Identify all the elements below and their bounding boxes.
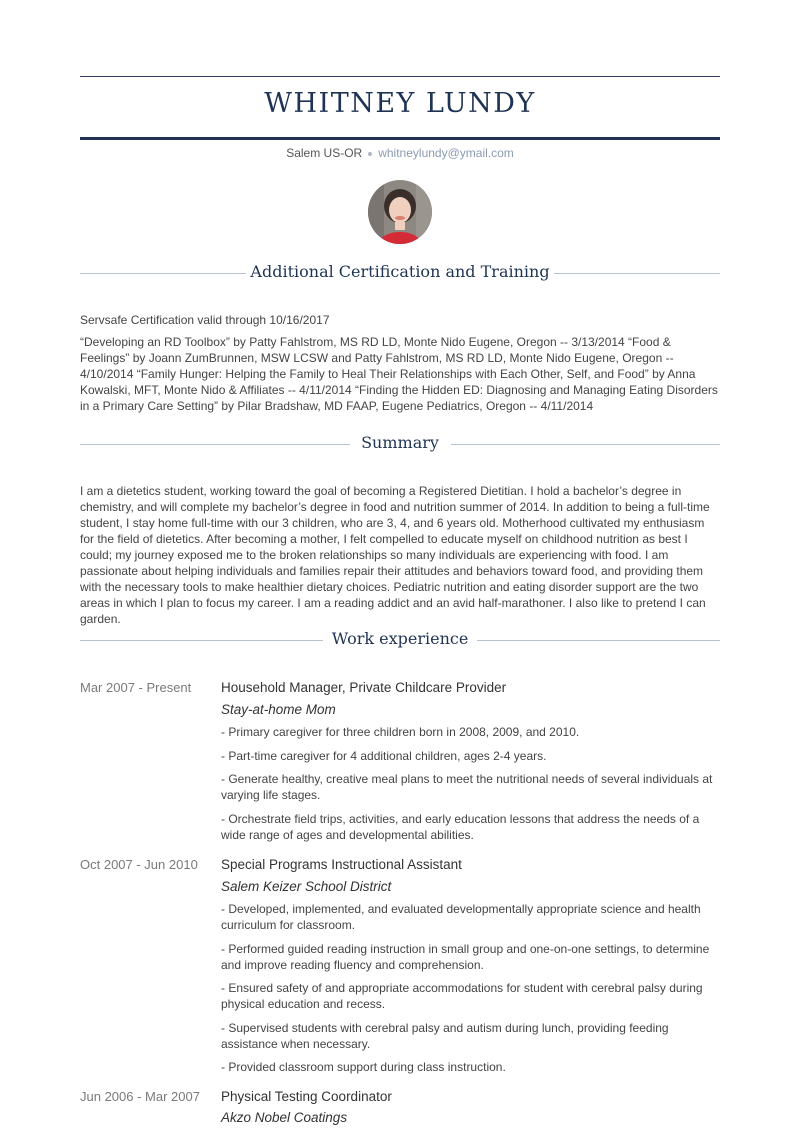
- location: Salem US-OR: [286, 146, 363, 160]
- section-header-summary: [80, 433, 720, 455]
- avatar: [368, 180, 432, 244]
- certification-paragraph: Servsafe Certification valid through 10/16/2017: [80, 313, 330, 327]
- section-rule-right: [554, 273, 720, 274]
- job-company: Stay-at-home Mom: [221, 702, 336, 717]
- contact-line: [80, 146, 720, 160]
- header-rule-top: [80, 76, 720, 77]
- email-link[interactable]: whitneylundy@ymail.com: [378, 146, 514, 160]
- job-bullet: - Orchestrate field trips, activities, and early education lessons that address the needs of a wide range of ages and developmental abilities.: [221, 812, 700, 842]
- job-bullet: - Provided classroom support during class instruction.: [221, 1060, 506, 1074]
- job-bullet: - Supervised students with cerebral palsy and autism during lunch, providing feeding assistance when necessary.: [221, 1021, 669, 1051]
- section-title-summary: Summary: [361, 433, 439, 452]
- job-bullet: - Part-time caregiver for 4 additional children, ages 2-4 years.: [221, 749, 547, 763]
- job-bullet: - Primary caregiver for three children born in 2008, 2009, and 2010.: [221, 725, 580, 739]
- job-bullet: - Generate healthy, creative meal plans to meet the nutritional needs of several individuals at varying life stages.: [221, 772, 713, 802]
- section-header-work: [80, 629, 720, 651]
- avatar-photo-icon: [368, 180, 432, 244]
- job-bullet: - Ensured safety of and appropriate accommodations for student with cerebral palsy during physical education and recess.: [221, 981, 703, 1011]
- job-title: Special Programs Instructional Assistant: [221, 857, 462, 872]
- job-bullet: - Developed, implemented, and evaluated developmentally appropriate science and health curriculum for classroom.: [221, 902, 701, 932]
- section-rule-right: [451, 444, 720, 445]
- summary-text: I am a dietetics student, working toward the goal of becoming a Registered Dietitian. I hold a bachelor’s degree in chemistry, and will complete my bachelor’s degree in food and nutrition summer of 2014. In addition to being a full-time student, I stay home full-time with our 3 children, who are 3, 4, and 6 years old. Motherhood cultivated my enthusiasm for the field of dietetics. After becoming a mother, I felt compelled to educate myself on childhood nutrition as best I could; my journey exposed me to the broken relationships so many individuals are experiencing with food. I am passionate about helping individuals and families repair their attitudes and behaviors toward food, and providing them with the necessary tools to make healthier dietary choices. Pediatric nutrition and eating disorder support are the two areas in which I plan to focus my career. I am a reading addict and an avid half-marathoner. I also like to pretend I can garden.: [80, 484, 710, 626]
- job-company: Akzo Nobel Coatings: [221, 1110, 348, 1125]
- job-title: Physical Testing Coordinator: [221, 1089, 392, 1104]
- header-rule-bottom: [80, 137, 720, 140]
- job-date: Mar 2007 - Present: [80, 680, 192, 695]
- job-company: Salem Keizer School District: [221, 879, 392, 894]
- candidate-name: WHITNEY LUNDY: [264, 88, 536, 119]
- job-date: Oct 2007 - Jun 2010: [80, 857, 198, 872]
- section-rule-right: [477, 640, 720, 641]
- separator-dot-icon: [368, 152, 372, 156]
- section-title-certification: Additional Certification and Training: [250, 262, 550, 281]
- section-title-work: Work experience: [331, 629, 469, 648]
- job-date: Jun 2006 - Mar 2007: [80, 1089, 200, 1104]
- job-bullet: - Performed guided reading instruction in small group and one-on-one settings, to determine and improve reading fluency and comprehension.: [221, 942, 710, 972]
- job-title: Household Manager, Private Childcare Provider: [221, 680, 507, 695]
- section-header-certification: [80, 262, 720, 284]
- certification-paragraph: “Developing an RD Toolbox” by Patty Fahlstrom, MS RD LD, Monte Nido Eugene, Oregon -- 3/13/2014 “Food & Feelings” by Joann ZumBrunnen, MSW LCSW and Patty Fahlstrom, MS RD LD, Monte Nido Eugene, Oregon -- 4/10/2014 “Family Hunger: Helping the Family to Heal Their Relationships with Each Other, Self, and Food” by Anna Kowalski, MFT, Monte Nido & Affiliates -- 4/11/2014 “Finding the Hidden ED: Diagnosing and Managing Eating Disorders in a Primary Care Setting” by Pilar Bradshaw, MD FAAP, Eugene Pediatrics, Oregon -- 4/11/2014: [80, 335, 718, 413]
